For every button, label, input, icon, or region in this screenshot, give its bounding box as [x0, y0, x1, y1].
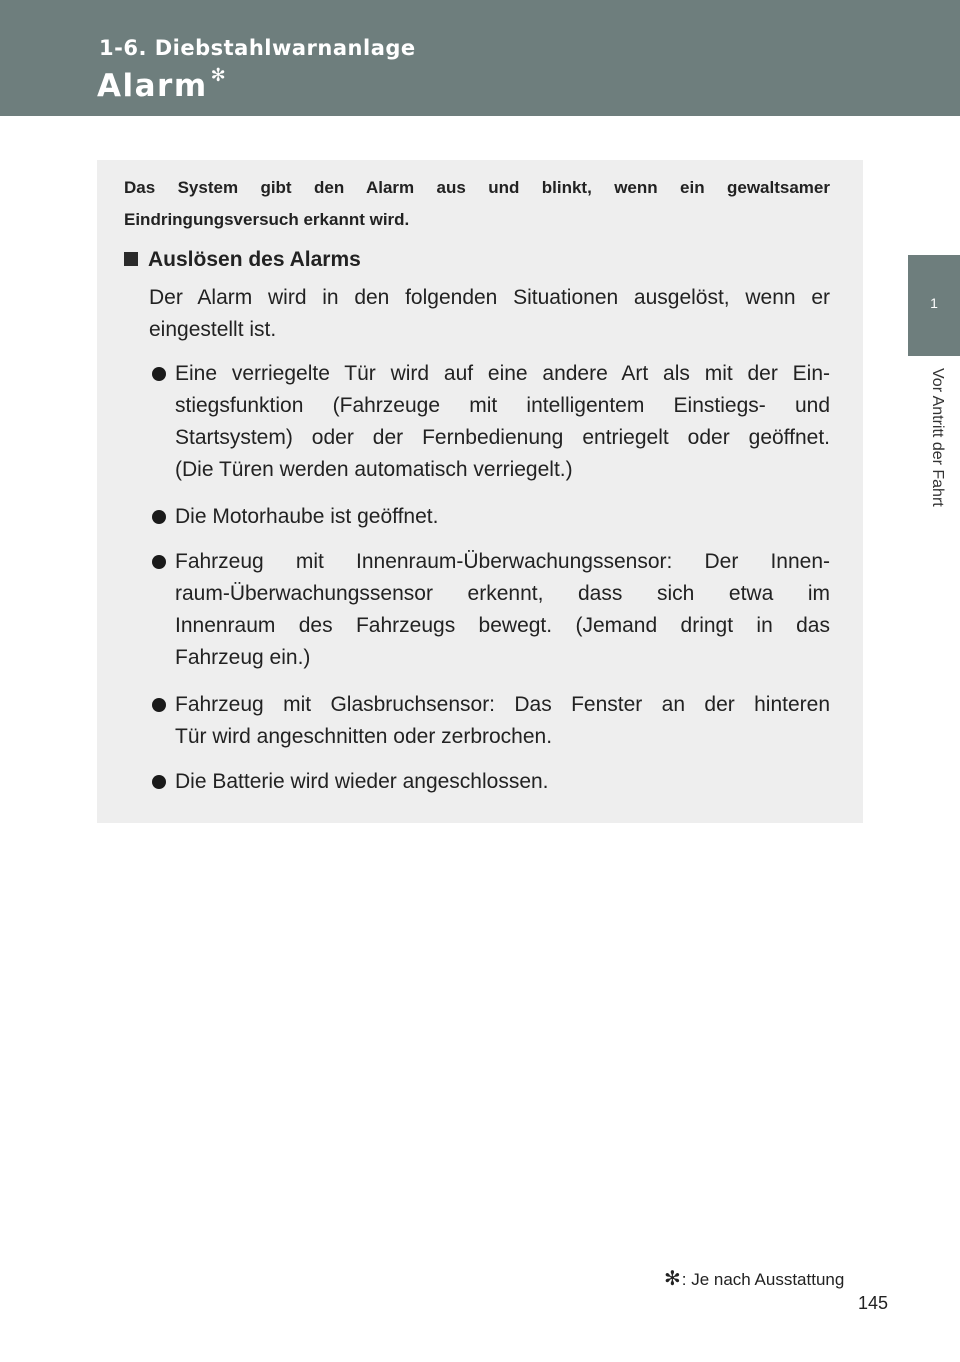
- paragraph-line: eingestellt ist.: [149, 318, 277, 341]
- asterisk-icon: ✻: [664, 1268, 681, 1290]
- list-item-line: Die Batterie wird wieder angeschlossen.: [175, 770, 549, 793]
- list-item: [124, 766, 830, 798]
- square-bullet-icon: [124, 252, 138, 266]
- list-item-line: Die Motorhaube ist geöffnet.: [175, 505, 439, 528]
- intro-text: [124, 172, 830, 236]
- list-item-line: Fahrzeug ein.): [175, 646, 311, 669]
- bullet-dot-icon: [152, 555, 166, 569]
- bullet-list: [124, 358, 830, 486]
- list-item: [124, 501, 830, 533]
- list-item-line: Innenraum des Fahrzeugs bewegt. (Jemand dringt in das: [175, 614, 830, 637]
- subheading-text: Auslösen des Alarms: [148, 248, 361, 271]
- intro-line: Eindringungsversuch erkannt wird.: [124, 210, 410, 229]
- list-item-line: Fahrzeug mit Glasbruchsensor: Das Fenster an der hinteren: [175, 693, 830, 716]
- section-label: 1-6. Diebstahlwarnanlage: [99, 36, 416, 60]
- chapter-number: 1: [930, 295, 938, 311]
- list-item: [124, 546, 830, 674]
- page-title-text: Alarm: [97, 68, 208, 104]
- bullet-dot-icon: [152, 510, 166, 524]
- subheading: [124, 246, 361, 274]
- list-item-line: Eine verriegelte Tür wird auf eine andere Art als mit der Ein-: [175, 362, 830, 385]
- chapter-title: Vor Antritt der Fahrt: [929, 368, 946, 507]
- bullet-list: [124, 501, 830, 533]
- list-item-line: stiegsfunktion (Fahrzeuge mit intelligentem Einstiegs- und: [175, 394, 830, 417]
- list-item: [124, 689, 830, 753]
- list-item-line: Fahrzeug mit Innenraum-Überwachungssensor: Der Innen-: [175, 550, 830, 573]
- bullet-dot-icon: [152, 367, 166, 381]
- bullet-list: [124, 689, 830, 753]
- list-item-line: Tür wird angeschnitten oder zerbrochen.: [175, 725, 553, 748]
- paragraph: [149, 282, 830, 346]
- footnote-text: : Je nach Ausstattung: [681, 1270, 845, 1289]
- intro-line: Das System gibt den Alarm aus und blinkt, wenn ein gewaltsamer: [124, 178, 830, 197]
- chapter-tab: [908, 255, 960, 356]
- equipment-asterisk: ✻: [210, 64, 228, 86]
- footnote: [664, 1266, 844, 1291]
- chapter-header: [0, 0, 960, 116]
- paragraph-line: Der Alarm wird in den folgenden Situationen ausgelöst, wenn er: [149, 286, 830, 309]
- list-item-line: (Die Türen werden automatisch verriegelt.): [175, 458, 573, 481]
- list-item-line: Startsystem) oder der Fernbedienung entriegelt oder geöffnet.: [175, 426, 830, 449]
- bullet-dot-icon: [152, 698, 166, 712]
- bullet-list: [124, 766, 830, 798]
- bullet-list: [124, 546, 830, 674]
- page-number: 145: [858, 1293, 889, 1313]
- list-item: [124, 358, 830, 486]
- list-item-line: raum-Überwachungssensor erkennt, dass sich etwa im: [175, 582, 830, 605]
- content-box: [97, 160, 863, 823]
- page-title: [97, 64, 228, 104]
- bullet-dot-icon: [152, 775, 166, 789]
